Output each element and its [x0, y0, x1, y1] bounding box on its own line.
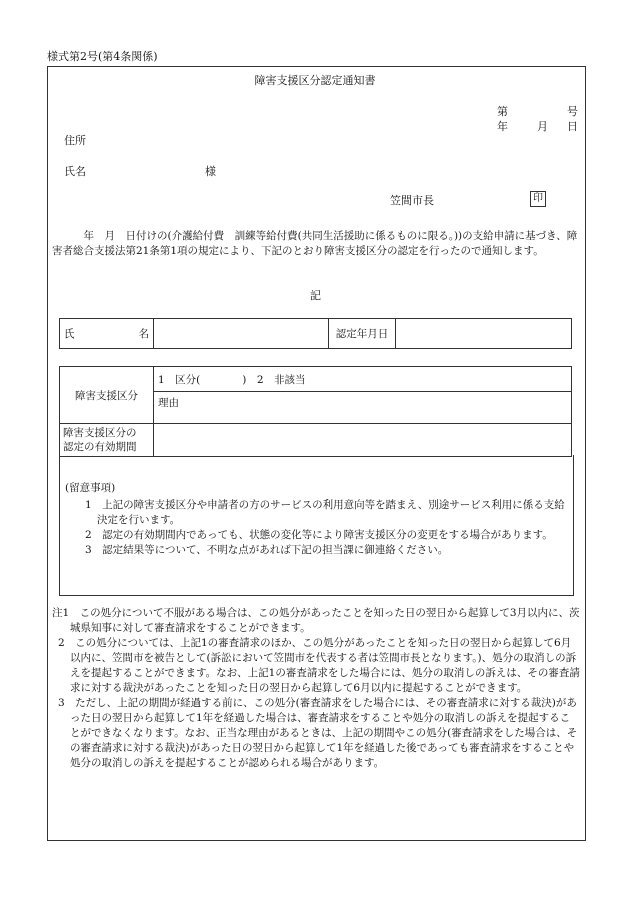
certification-date-value: [396, 319, 572, 349]
mayor-title: 笠間市長: [390, 194, 434, 207]
footnotes: [52, 606, 580, 771]
document-title: 障害支援区分認定通知書: [254, 74, 376, 87]
date-day: 日: [567, 120, 578, 133]
category-label: 障害支援区分: [60, 367, 154, 424]
date-year: 年: [497, 120, 508, 133]
notes-section: [65, 481, 565, 558]
category-table: [59, 366, 572, 457]
validity-label-line2: 認定の有効期間: [63, 441, 137, 453]
notes-heading: (留意事項): [65, 482, 116, 494]
note-item: 2 認定の有効期間内であっても、状態の変化等により障害支援区分の変更をする場合があります。: [85, 529, 553, 541]
footnote-3: 3 ただし、上記の期間が経過する前に、この処分(審査請求をした場合には、その審査請求に対する裁決)があった日の翌日から起算して1年を経過した場合は、審査請求をすることや処分の取消しの訴えを提起することができなくなります。なお、正当な理由があるときは、上記の期間やこの処分(審査請求をした場合は、その審査請求に対する裁決)があった日の翌日から起算して1年を経過した後であっても審査請求をすることや処分の取消しの訴えを提起することが認められる場合があります。: [58, 697, 578, 769]
honorific: 様: [205, 165, 216, 178]
date-month: 月: [537, 120, 548, 133]
validity-value: [154, 424, 572, 457]
seal-mark: 印: [530, 191, 546, 207]
form-number: 様式第2号(第4条関係): [47, 50, 158, 63]
name-value-cell: [154, 319, 329, 349]
name-label: 氏名: [64, 165, 86, 178]
validity-label: [60, 424, 154, 457]
reason-label: 理由: [154, 392, 572, 424]
notification-body: 年 月 日付けの(介護給付費 訓練等給付費(共同生活援助に係るものに限る。))の支給申請に基づき、障害者総合支援法第21条第1項の規定により、下記のとおり障害支援区分の認定を行ったので通知します。: [52, 230, 578, 257]
footnote-2: 2 この処分については、上記1の審査請求のほか、この処分があったことを知った日の翌日から起算して6月以内に、笠間市を被告として(訴訟において笠間市を代表する者は笠間市長となります。)、処分の取消しの訴えを提起することができます。なお、上記1の審査請求をした場合には、処分の取消しの訴えは、その審査請求に対する裁決があったことを知った日の翌日から起算して6月以内に提起することができます。: [58, 637, 580, 694]
name-header-cell: [60, 319, 154, 349]
ki-mark: 記: [310, 289, 321, 302]
note-item: 3 認定結果等について、不明な点があれば下記の担当課に御連絡ください。: [85, 544, 449, 556]
footnote-1: 注1 この処分について不服がある場合は、この処分があったことを知った日の翌日から起算して3月以内に、茨城県知事に対して審査請求をすることができます。: [52, 607, 580, 634]
validity-label-line1: 障害支援区分の: [63, 427, 137, 439]
applicant-table: [59, 318, 572, 349]
name-header-a: 氏: [64, 328, 75, 340]
number-label: 第: [497, 105, 508, 118]
certification-date-label: 認定年月日: [329, 319, 396, 349]
category-options: 1 区分( ) 2 非該当: [154, 367, 572, 392]
address-label: 住所: [64, 134, 86, 147]
note-item: 1 上記の障害支援区分や申請者の方のサービスの利用意向等を踏まえ、別途サービス利用に係る支給決定を行います。: [85, 499, 565, 526]
name-header-b: 名: [138, 328, 149, 340]
number-suffix: 号: [567, 105, 578, 118]
